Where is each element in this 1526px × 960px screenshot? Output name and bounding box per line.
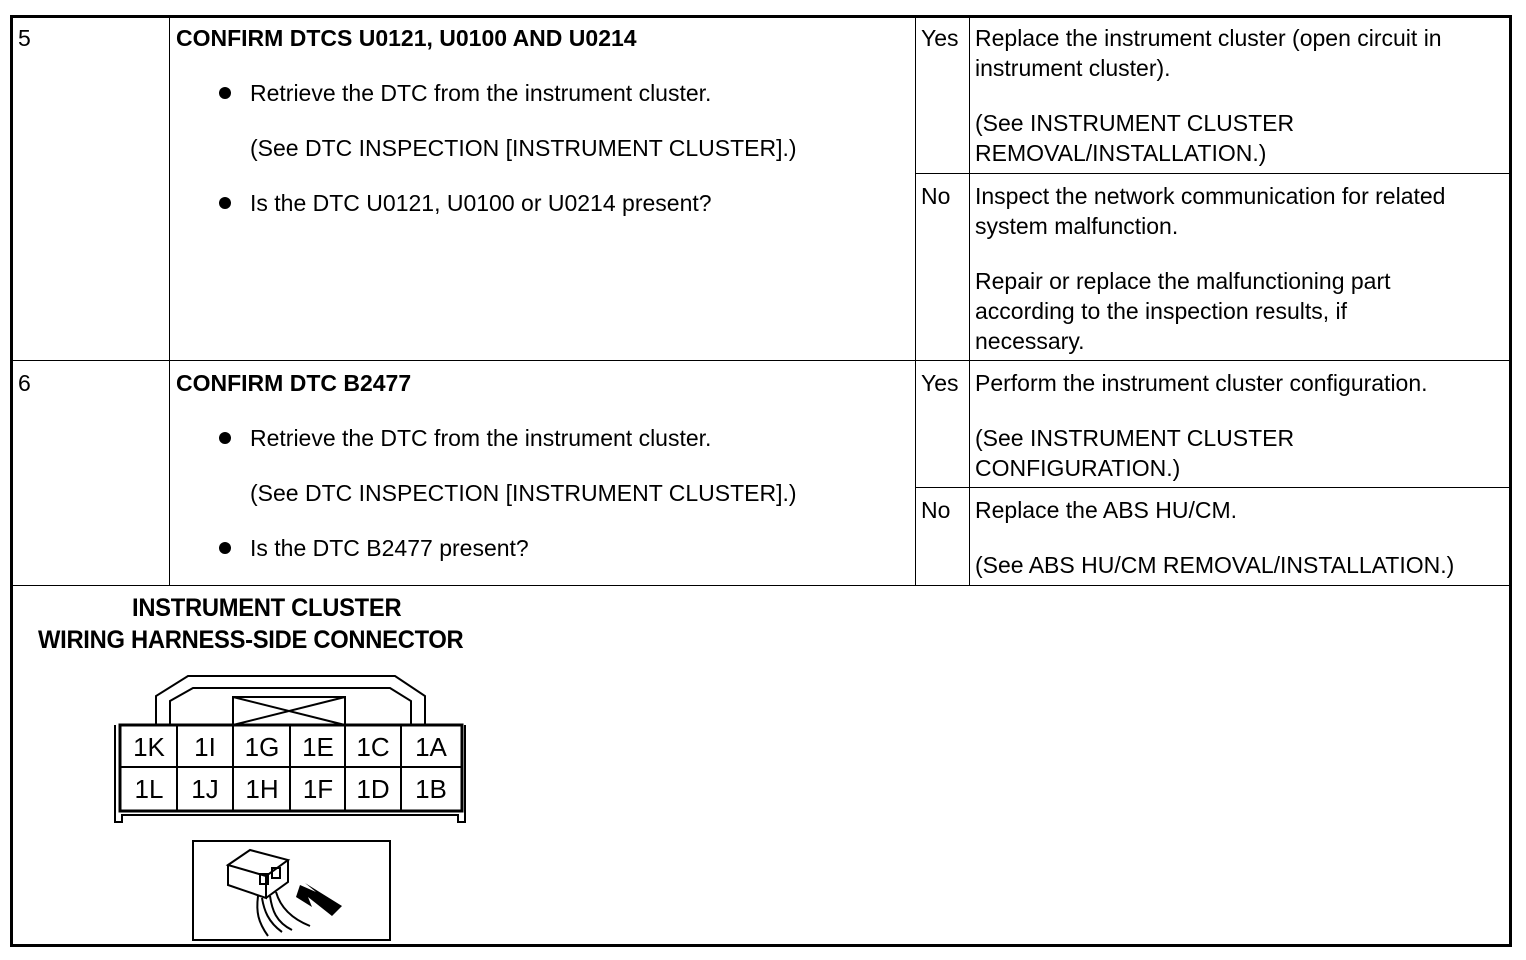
row-divider <box>12 585 1510 586</box>
column-divider <box>169 16 170 585</box>
instruction-text: Retrieve the DTC from the instrument cluster. <box>250 425 712 451</box>
question-text: Is the DTC U0121, U0100 or U0214 present? <box>250 190 712 216</box>
reference-text: (See DTC INSPECTION [INSTRUMENT CLUSTER].) <box>250 480 797 506</box>
step-heading: CONFIRM DTCS U0121, U0100 AND U0214 <box>176 25 637 51</box>
column-divider <box>915 16 916 585</box>
pin-label: 1F <box>302 774 334 804</box>
bullet-icon <box>219 542 231 554</box>
question-text: Is the DTC B2477 present? <box>250 535 529 561</box>
pin-label: 1J <box>191 774 219 804</box>
yes-action-text: instrument cluster). <box>975 55 1171 81</box>
yes-reference-text: (See INSTRUMENT CLUSTER <box>975 425 1295 451</box>
pin-label: 1K <box>133 732 165 762</box>
row-divider <box>12 360 1510 361</box>
pin-label: 1D <box>356 774 390 804</box>
pin-label: 1H <box>245 774 279 804</box>
row-divider <box>915 487 1510 488</box>
pin-label: 1E <box>302 732 334 762</box>
no-label: No <box>921 497 951 523</box>
no-action-text: necessary. <box>975 328 1085 354</box>
instruction-text: Retrieve the DTC from the instrument cluster. <box>250 80 712 106</box>
pin-label: 1B <box>415 774 447 804</box>
yes-action-text: Perform the instrument cluster configuration. <box>975 370 1428 396</box>
pin-label: 1I <box>194 732 216 762</box>
bullet-icon <box>219 432 231 444</box>
connector-diagram <box>0 660 480 960</box>
arrow-icon <box>296 883 342 916</box>
no-action-text: according to the inspection results, if <box>975 298 1348 324</box>
step-number: 5 <box>18 25 31 51</box>
diagram-title: INSTRUMENT CLUSTER <box>132 594 402 622</box>
yes-reference-text: REMOVAL/INSTALLATION.) <box>975 140 1267 166</box>
pin-label: 1A <box>415 732 447 762</box>
no-reference-text: (See ABS HU/CM REMOVAL/INSTALLATION.) <box>975 552 1455 578</box>
pin-label: 1C <box>356 732 390 762</box>
bullet-icon <box>219 197 231 209</box>
pin-label: 1L <box>134 774 164 804</box>
step-heading: CONFIRM DTC B2477 <box>176 370 412 396</box>
no-label: No <box>921 183 951 209</box>
yes-label: Yes <box>921 25 959 51</box>
yes-action-text: Replace the instrument cluster (open circuit in <box>975 25 1442 51</box>
bullet-icon <box>219 87 231 99</box>
no-action-text: Replace the ABS HU/CM. <box>975 497 1238 523</box>
yes-reference-text: CONFIGURATION.) <box>975 455 1181 481</box>
yes-reference-text: (See INSTRUMENT CLUSTER <box>975 110 1295 136</box>
connector-view-icon <box>193 841 390 940</box>
row-divider <box>915 173 1510 174</box>
step-number: 6 <box>18 370 31 396</box>
column-divider <box>969 16 970 585</box>
yes-label: Yes <box>921 370 959 396</box>
diagram-title: WIRING HARNESS-SIDE CONNECTOR <box>38 626 464 654</box>
pin-label: 1G <box>244 732 280 762</box>
no-action-text: Repair or replace the malfunctioning part <box>975 268 1391 294</box>
reference-text: (See DTC INSPECTION [INSTRUMENT CLUSTER].) <box>250 135 797 161</box>
no-action-text: Inspect the network communication for related <box>975 183 1446 209</box>
no-action-text: system malfunction. <box>975 213 1179 239</box>
